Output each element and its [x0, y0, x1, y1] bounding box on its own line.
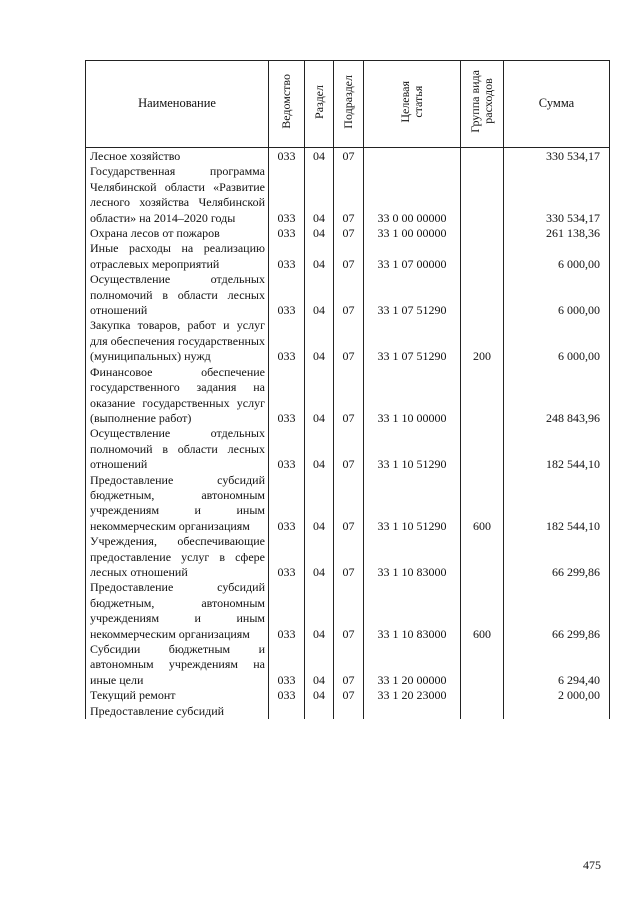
table-row — [86, 688, 610, 703]
table-body — [86, 148, 610, 720]
row-gruppa — [461, 426, 504, 472]
row-summa — [504, 704, 610, 719]
row-name: Предоставление субсидий — [86, 704, 269, 719]
row-celevaya-statya — [364, 704, 461, 719]
row-podrazdel: 07 — [334, 272, 364, 318]
row-podrazdel: 07 — [334, 580, 364, 642]
row-gruppa — [461, 226, 504, 241]
row-podrazdel: 07 — [334, 318, 364, 364]
header-podrazdel: Подраздел — [334, 61, 364, 148]
row-vedomstvo: 033 — [269, 534, 305, 580]
row-gruppa — [461, 365, 504, 427]
budget-table — [85, 60, 610, 719]
row-razdel: 04 — [305, 642, 334, 688]
row-razdel: 04 — [305, 473, 334, 535]
row-celevaya-statya — [364, 148, 461, 165]
row-name: Учреждения, обеспечивающие предоставление услуг в сфере лесных отношений — [86, 534, 269, 580]
row-celevaya-statya: 33 1 10 83000 — [364, 580, 461, 642]
row-gruppa: 600 — [461, 473, 504, 535]
row-summa: 182 544,10 — [504, 473, 610, 535]
row-razdel — [305, 704, 334, 719]
row-name: Лесное хозяйство — [86, 148, 269, 165]
header-gruppa-vida-rashodov: Группа вида расходов — [461, 61, 504, 148]
row-name: Охрана лесов от пожаров — [86, 226, 269, 241]
row-vedomstvo: 033 — [269, 148, 305, 165]
row-celevaya-statya: 33 1 10 51290 — [364, 473, 461, 535]
row-summa: 6 000,00 — [504, 272, 610, 318]
row-razdel: 04 — [305, 272, 334, 318]
row-celevaya-statya: 33 0 00 00000 — [364, 164, 461, 226]
table-row — [86, 241, 610, 272]
row-summa: 330 534,17 — [504, 164, 610, 226]
row-razdel: 04 — [305, 164, 334, 226]
row-razdel: 04 — [305, 241, 334, 272]
row-vedomstvo: 033 — [269, 426, 305, 472]
row-celevaya-statya: 33 1 20 00000 — [364, 642, 461, 688]
row-name: Предоставление субсидий бюджетным, автономным учреждениям и иным некоммерческим организациям — [86, 580, 269, 642]
row-summa: 6 000,00 — [504, 318, 610, 364]
row-name: Финансовое обеспечение государственного задания на оказание государственных услуг (выполнение работ) — [86, 365, 269, 427]
row-gruppa: 600 — [461, 580, 504, 642]
row-summa: 261 138,36 — [504, 226, 610, 241]
row-vedomstvo: 033 — [269, 226, 305, 241]
row-celevaya-statya: 33 1 07 00000 — [364, 241, 461, 272]
header-name: Наименование — [86, 61, 269, 148]
row-gruppa — [461, 164, 504, 226]
table-row — [86, 473, 610, 535]
row-podrazdel: 07 — [334, 365, 364, 427]
row-gruppa — [461, 241, 504, 272]
table-row — [86, 318, 610, 364]
row-vedomstvo: 033 — [269, 642, 305, 688]
table-row — [86, 365, 610, 427]
row-celevaya-statya: 33 1 00 00000 — [364, 226, 461, 241]
row-podrazdel: 07 — [334, 688, 364, 703]
row-razdel: 04 — [305, 226, 334, 241]
row-podrazdel: 07 — [334, 473, 364, 535]
row-vedomstvo — [269, 704, 305, 719]
row-gruppa: 200 — [461, 318, 504, 364]
row-vedomstvo: 033 — [269, 241, 305, 272]
row-summa: 66 299,86 — [504, 534, 610, 580]
row-podrazdel: 07 — [334, 426, 364, 472]
row-vedomstvo: 033 — [269, 272, 305, 318]
row-summa: 6 294,40 — [504, 642, 610, 688]
row-summa: 248 843,96 — [504, 365, 610, 427]
table-header — [86, 61, 610, 148]
row-name: Осуществление отдельных полномочий в области лесных отношений — [86, 272, 269, 318]
page-number: 475 — [583, 858, 601, 872]
row-summa: 182 544,10 — [504, 426, 610, 472]
header-summa: Сумма — [504, 61, 610, 148]
row-gruppa — [461, 272, 504, 318]
table-row — [86, 642, 610, 688]
table-row — [86, 426, 610, 472]
row-summa: 2 000,00 — [504, 688, 610, 703]
row-podrazdel: 07 — [334, 164, 364, 226]
header-celevaya-statya: Целевая статья — [364, 61, 461, 148]
row-razdel: 04 — [305, 148, 334, 165]
row-summa: 66 299,86 — [504, 580, 610, 642]
row-vedomstvo: 033 — [269, 688, 305, 703]
row-vedomstvo: 033 — [269, 365, 305, 427]
row-podrazdel — [334, 704, 364, 719]
table-row — [86, 272, 610, 318]
table-row — [86, 148, 610, 165]
row-name: Предоставление субсидий бюджетным, автономным учреждениям и иным некоммерческим организациям — [86, 473, 269, 535]
row-celevaya-statya: 33 1 10 51290 — [364, 426, 461, 472]
row-podrazdel: 07 — [334, 148, 364, 165]
row-razdel: 04 — [305, 688, 334, 703]
header-razdel: Раздел — [305, 61, 334, 148]
row-celevaya-statya: 33 1 10 83000 — [364, 534, 461, 580]
table-row — [86, 164, 610, 226]
row-gruppa — [461, 642, 504, 688]
row-name: Субсидии бюджетным и автономным учреждениям на иные цели — [86, 642, 269, 688]
row-gruppa — [461, 704, 504, 719]
row-gruppa — [461, 688, 504, 703]
row-razdel: 04 — [305, 426, 334, 472]
row-name: Иные расходы на реализацию отраслевых мероприятий — [86, 241, 269, 272]
row-razdel: 04 — [305, 534, 334, 580]
row-razdel: 04 — [305, 365, 334, 427]
row-vedomstvo: 033 — [269, 318, 305, 364]
row-name: Закупка товаров, работ и услуг для обеспечения государственных (муниципальных) нужд — [86, 318, 269, 364]
row-summa: 6 000,00 — [504, 241, 610, 272]
row-celevaya-statya: 33 1 10 00000 — [364, 365, 461, 427]
row-podrazdel: 07 — [334, 534, 364, 580]
row-name: Государственная программа Челябинской области «Развитие лесного хозяйства Челябинской области» на 2014–2020 годы — [86, 164, 269, 226]
table-row — [86, 704, 610, 719]
row-celevaya-statya: 33 1 20 23000 — [364, 688, 461, 703]
row-gruppa — [461, 148, 504, 165]
row-name: Текущий ремонт — [86, 688, 269, 703]
row-podrazdel: 07 — [334, 241, 364, 272]
table-row — [86, 226, 610, 241]
row-razdel: 04 — [305, 580, 334, 642]
row-summa: 330 534,17 — [504, 148, 610, 165]
row-name: Осуществление отдельных полномочий в области лесных отношений — [86, 426, 269, 472]
row-gruppa — [461, 534, 504, 580]
row-vedomstvo: 033 — [269, 164, 305, 226]
row-razdel: 04 — [305, 318, 334, 364]
row-celevaya-statya: 33 1 07 51290 — [364, 272, 461, 318]
row-vedomstvo: 033 — [269, 473, 305, 535]
row-podrazdel: 07 — [334, 226, 364, 241]
table-row — [86, 534, 610, 580]
table-row — [86, 580, 610, 642]
row-vedomstvo: 033 — [269, 580, 305, 642]
header-vedomstvo: Ведомство — [269, 61, 305, 148]
row-podrazdel: 07 — [334, 642, 364, 688]
row-celevaya-statya: 33 1 07 51290 — [364, 318, 461, 364]
